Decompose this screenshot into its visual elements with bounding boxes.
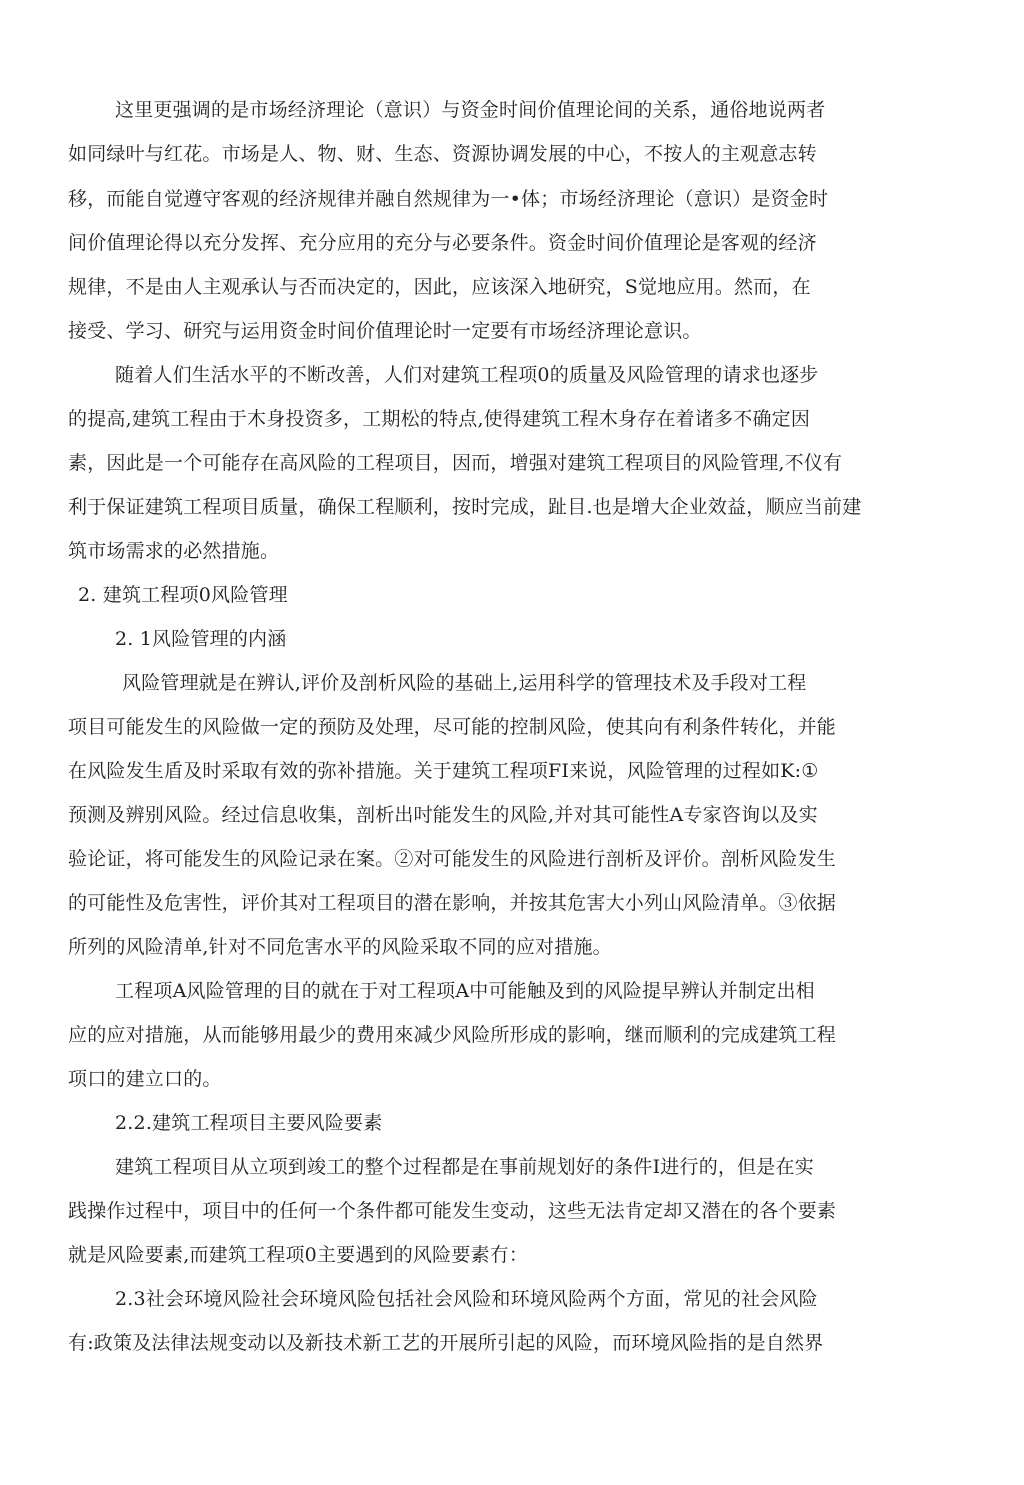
text-line: 这里更强调的是市场经济理论（意识）与资金时间价值理论间的关系，通俗地说两者 [115,99,826,121]
text-line: 预测及辨别风险。经过信息收集，剖析出吋能发生的风险,并对其可能性A专家咨询以及实 [68,804,818,826]
text-line: 如同绿叶与红花。市场是人、物、财、生态、资源协调发展的中心，不按人的主观意志转 [68,143,817,165]
text-line: 项目可能发生的风险做一定的预防及处理，尽可能的控制风险，使其向有利条件转化，并能 [68,716,837,738]
text-line: 筑市场需求的必然措施。 [68,540,280,562]
text-line: 所列的风险清单,针对不同危害水平的风险采取不同的应对措施。 [68,936,612,958]
text-line: 风险管理就是在辨认,评价及剖析风险的基础上,运用科学的管理技术及手段对工程 [122,672,807,694]
text-line: 随着人们生活水平的不断改善，人们对建筑工程项0的质量及风险管理的请求也逐步 [115,364,819,386]
text-line: 接受、学习、研究与运用资金时间价值理论时一定要有市场经济理论意识。 [68,320,702,342]
text-line: 验论证，将可能发生的风险记录在案。②对可能发生的风险进行剖析及评价。剖析风险发生 [68,848,837,870]
subsection-heading: 2. 1风险管理的内涵 [115,628,287,650]
text-line: 间价值理论得以充分发挥、充分应用的充分与必要条件。资金时间价值理论是客观的经济 [68,232,817,254]
text-line: 在风险发生盾及时采取有效的弥补措施。关于建筑工程项FI来说，风险管理的过程如K:① [68,760,819,782]
text-line: 项口的建立口的。 [68,1068,222,1090]
text-line: 2.3社会环境风险社会环境风险包括社会风险和环境风险两个方面，常见的社会风险 [115,1288,818,1310]
text-line: 的提高,建筑工程由于木身投资多，工期松的特点,使得建筑工程木身存在着诸多不确定因 [68,408,811,430]
text-line: 移，而能自觉遵守客观的经济规律并融自然规律为一•体；市场经济理论（意识）是资金时 [68,188,829,210]
section-heading: 2. 建筑工程项0风险管理 [78,584,288,606]
text-line: 规律，不是由人主观承认与否而决定的，因此，应该深入地研究，S觉地应用。然而，在 [68,276,811,298]
text-line: 素，因此是一个可能存在高风险的工程项目，因而，增强对建筑工程项目的风险管理,不仪有 [68,452,843,474]
text-line: 工程项A风险管理的目的就在于对工程项A中可能触及到的风险提早辨认并制定出相 [115,980,815,1002]
text-line: 利于保证建筑工程项目质量，确保工程顺利，按时完成，趾目.也是增大企业效益，顺应当前建 [68,496,862,518]
text-line: 就是风险要素,而建筑工程项0主要遇到的风险要素冇： [68,1244,529,1266]
text-line: 有:政策及法律法规变动以及新技术新工艺的开展所引起的风险，而环境风险指的是自然界 [68,1332,824,1354]
subsection-heading: 2.2.建筑工程项目主要风险要素 [115,1112,383,1134]
text-line: 践操作过程中，项目中的任何一个条件都可能发生变动，这些无法肯定却又潜在的各个要素 [68,1200,837,1222]
text-line: 建筑工程项目从立项到竣工的整个过程都是在事前规划好的条件I进行的，但是在实 [115,1156,814,1178]
text-line: 的可能性及危害性，评价其对工程项目的潜在影响，并按其危害大小列山风险清单。③依据 [68,892,837,914]
text-line: 应的应对措施，从而能够用最少的费用來减少风险所形成的影响，继而顺利的完成建筑工程 [68,1024,837,1046]
